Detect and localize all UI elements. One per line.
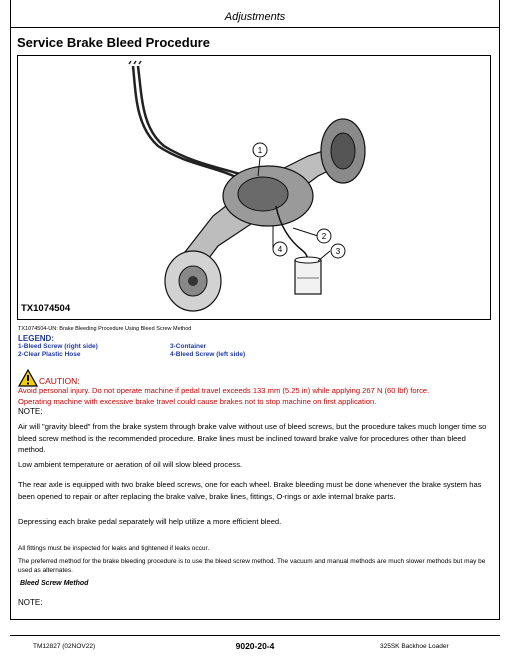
bleed-screw-method-title: Bleed Screw Method <box>20 580 89 587</box>
footer-doc-id: TM12827 (02NOV22) <box>33 643 96 650</box>
footer-model: 325SK Backhoe Loader <box>380 643 449 650</box>
note-label-2: NOTE: <box>18 598 43 607</box>
legend-item-4: 4-Bleed Screw (left side) <box>170 351 246 358</box>
footer-page-number: 9020-20-4 <box>235 641 275 651</box>
footer-rule <box>10 635 500 636</box>
paragraph-gravity-bleed: Air will "gravity bleed" from the brake system through brake valve without use of bleed screws, but the procedure takes much longer time so bleed screw method is the recommended procedure. Brake lines must be inclined toward brake valve for procedures other than bleed method. <box>18 422 487 454</box>
figure-id: TX1074504 <box>21 303 71 314</box>
figure-panel <box>17 55 491 320</box>
axle-illustration <box>18 56 490 319</box>
section-header: Adjustments <box>224 11 286 23</box>
caution-line-1: Avoid personal injury. Do not operate machine if pedal travel exceeds 133 mm (5.25 in) while applying 267 N (60 lbf) force. <box>18 386 430 395</box>
callout-1: 1 <box>257 146 263 155</box>
paragraph-preferred-method: The preferred method for the brake bleeding procedure is to use the bleed screw method. The vacuum and manual methods are much slower methods but may be used as alternates. <box>18 558 486 574</box>
caution-label: CAUTION: <box>39 376 80 386</box>
legend-title: LEGEND: <box>18 334 54 343</box>
callout-3: 3 <box>335 247 341 256</box>
note-label-1: NOTE: <box>18 407 43 416</box>
paragraph-fittings: All fittings must be inspected for leaks and tightened if leaks occur. <box>18 545 210 552</box>
callout-4: 4 <box>277 245 283 254</box>
legend-item-1: 1-Bleed Screw (right side) <box>18 343 98 350</box>
paragraph-rear-axle: The rear axle is equipped with two brake bleed screws, one for each wheel. Brake bleeding must be done whenever the brake system has been opened to repair or after replacing the brake valve, brake lines, fittings, O-rings or axle internal brake parts. <box>18 480 482 501</box>
page-title: Service Brake Bleed Procedure <box>17 35 210 50</box>
paragraph-depress-pedal: Depressing each brake pedal separately will help utilize a more efficient bleed. <box>18 517 282 526</box>
legend-item-3: 3-Container <box>170 343 207 350</box>
callout-2: 2 <box>321 232 327 241</box>
caution-line-2: Operating machine with excessive brake travel could cause brakes not to stop machine on first application. <box>18 397 377 406</box>
paragraph-low-temperature: Low ambient temperature or aeration of oil will slow bleed process. <box>18 460 243 469</box>
legend-item-2: 2-Clear Plastic Hose <box>18 351 81 358</box>
figure-caption: TX1074504-UN: Brake Bleeding Procedure Using Bleed Screw Method <box>18 326 192 332</box>
